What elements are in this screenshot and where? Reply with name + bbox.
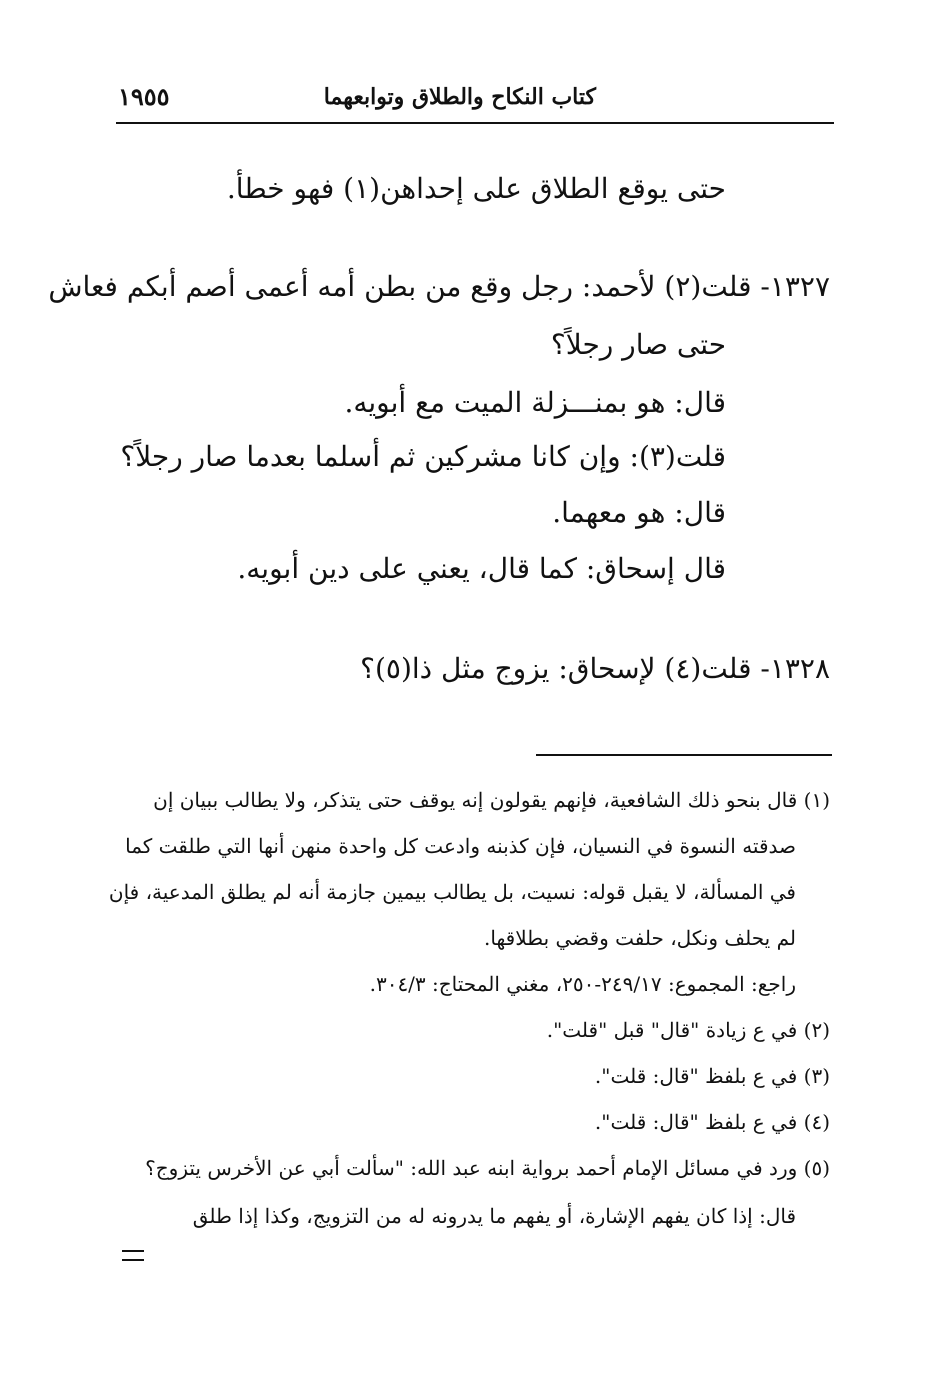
question-1327-line: ١٣٢٧- قلت(٢) لأحمد: رجل وقع من بطن أمه أعمى أصم أبكم فعاش	[48, 270, 830, 303]
footnote-line: (٥) ورد في مسائل الإمام أحمد برواية ابنه عبد الله: "سألت أبي عن الأخرس يتزوج؟	[145, 1156, 830, 1180]
header-rule	[116, 122, 834, 124]
continuation-mark	[122, 1250, 144, 1261]
footnote-line: في المسألة، لا يقبل قوله: نسيت، بل يطالب بيمين جازمة أنه لم يطلق المدعية، فإن	[108, 880, 796, 904]
running-header-title: كتاب النكاح والطلاق وتوابعهما	[323, 84, 596, 110]
footnote-line: (١) قال بنحو ذلك الشافعية، فإنهم يقولون إنه يوقف حتى يتذكر، ولا يطالب ببيان إن	[153, 788, 830, 812]
text-line: حتى يوقع الطلاق على إحداهن(١) فهو خطأ.	[226, 172, 726, 205]
answer-line: قال إسحاق: كما قال، يعني على دين أبويه.	[237, 552, 726, 585]
footnote-line: راجع: المجموع: ٢٤٩/١٧-٢٥٠، مغني المحتاج: ٣٠٤/٣.	[369, 972, 796, 996]
footnote-line: صدقته النسوة في النسيان، فإن كذبنه وادعت كل واحدة منهن أنها التي طلقت كما	[125, 834, 796, 858]
question-line: قلت(٣): وإن كانا مشركين ثم أسلما بعدما صار رجلاً؟	[120, 440, 726, 473]
footnote-line: قال: إذا كان يفهم الإشارة، أو يفهم ما يدرونه له من التزويج، وكذا إذا طلق	[192, 1204, 796, 1228]
footnote-line: (٣) في ع بلفظ "قال: قلت".	[594, 1064, 830, 1088]
footnote-line: (٢) في ع زيادة "قال" قبل "قلت".	[546, 1018, 830, 1042]
footnote-separator	[536, 754, 832, 756]
page-number: ١٩٥٥	[118, 82, 170, 111]
footnote-line: لم يحلف ونكل، حلفت وقضي بطلاقها.	[484, 926, 796, 950]
question-1327-line: حتى صار رجلاً؟	[550, 328, 726, 361]
question-1328-line: ١٣٢٨- قلت(٤) لإسحاق: يزوج مثل ذا(٥)؟	[360, 652, 830, 685]
answer-line: قال: هو معهما.	[552, 496, 726, 529]
answer-line: قال: هو بمنـــزلة الميت مع أبويه.	[344, 386, 726, 419]
footnote-line: (٤) في ع بلفظ "قال: قلت".	[594, 1110, 830, 1134]
